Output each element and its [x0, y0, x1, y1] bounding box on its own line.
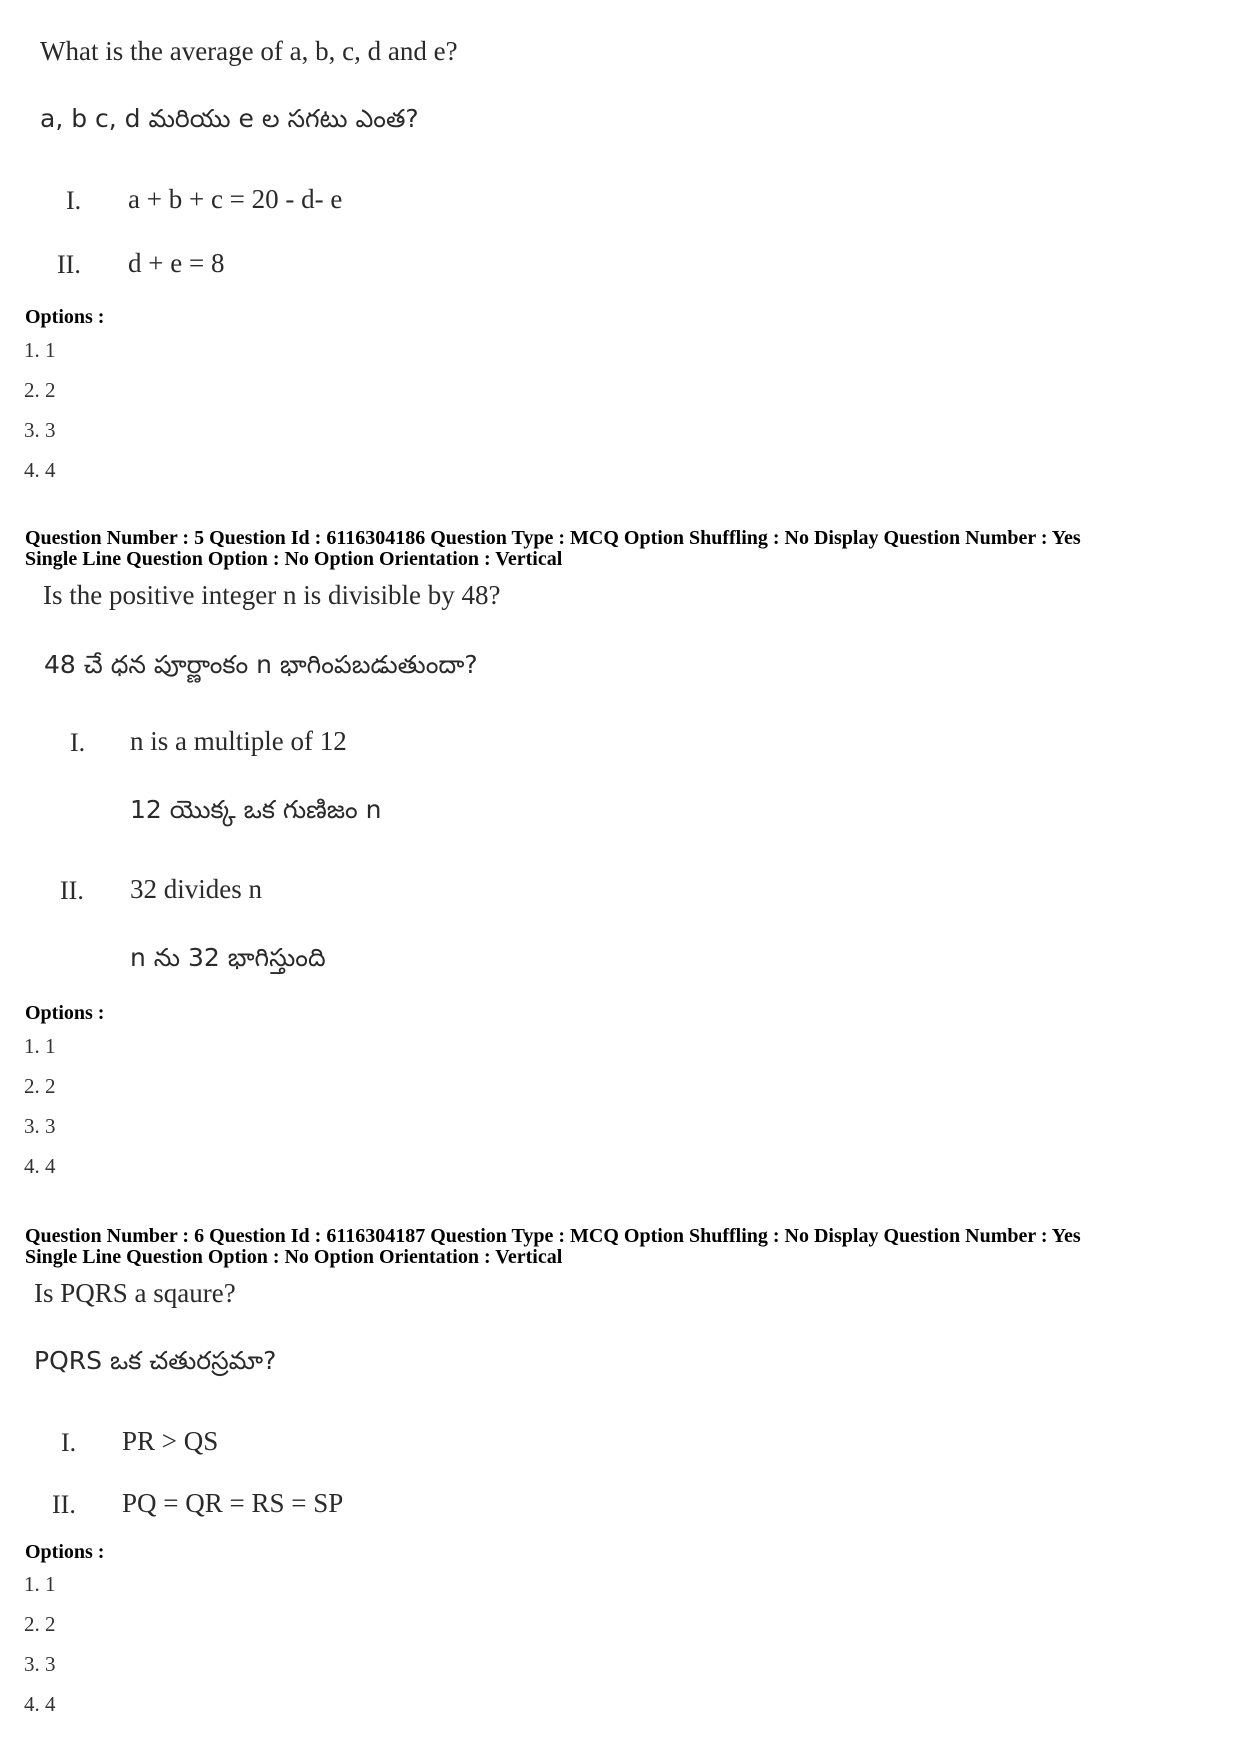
q4-option-1[interactable]: 1. 1 [24, 338, 56, 362]
q4-statement-1-number: I. [66, 186, 82, 215]
q6-option-2[interactable]: 2. 2 [24, 1612, 56, 1636]
q4-options-heading: Options : [25, 306, 105, 328]
q6-statement-1-number: I. [61, 1428, 77, 1457]
q5-question-telugu: 48 చే ధన పూర్ణాంకం n భాగింపబడుతుందా? [44, 650, 478, 679]
q4-statement-2-text: d + e = 8 [128, 248, 225, 278]
q4-question-english: What is the average of a, b, c, d and e? [40, 36, 458, 66]
q5-question-english: Is the positive integer n is divisible by 48? [43, 580, 501, 610]
q6-statement-2-number: II. [52, 1490, 76, 1519]
q6-meta-line-2: Single Line Question Option : No Option Orientation : Vertical [25, 1246, 563, 1268]
q4-option-4[interactable]: 4. 4 [24, 458, 56, 482]
q4-option-2[interactable]: 2. 2 [24, 378, 56, 402]
q6-question-telugu: PQRS ఒక చతురస్రమా? [34, 1346, 277, 1375]
q4-statement-1-text: a + b + c = 20 - d- e [128, 184, 343, 214]
q4-question-telugu: a, b c, d మరియు e ల సగటు ఎంత? [40, 104, 419, 133]
q6-meta-line-1: Question Number : 6 Question Id : 6116304187 Question Type : MCQ Option Shuffling : No Display Question Number : Yes [25, 1225, 1081, 1247]
q5-option-4[interactable]: 4. 4 [24, 1154, 56, 1178]
q6-option-3[interactable]: 3. 3 [24, 1652, 56, 1676]
q5-statement-1-telugu: 12 యొక్క ఒక గుణిజం n [130, 795, 382, 824]
q6-option-1[interactable]: 1. 1 [24, 1572, 56, 1596]
q5-options-heading: Options : [25, 1002, 105, 1024]
q6-options-heading: Options : [25, 1541, 105, 1563]
q5-statement-1-number: I. [70, 728, 86, 757]
q5-option-1[interactable]: 1. 1 [24, 1034, 56, 1058]
q5-statement-2-number: II. [60, 876, 84, 905]
q5-option-3[interactable]: 3. 3 [24, 1114, 56, 1138]
q6-statement-1-text: PR > QS [122, 1426, 219, 1456]
q5-statement-2-text: 32 divides n [130, 874, 262, 904]
q5-meta-line-2: Single Line Question Option : No Option Orientation : Vertical [25, 548, 563, 570]
q5-option-2[interactable]: 2. 2 [24, 1074, 56, 1098]
q6-option-4[interactable]: 4. 4 [24, 1692, 56, 1716]
q5-statement-2-telugu: n ను 32 భాగిస్తుంది [130, 943, 326, 972]
q5-statement-1-text: n is a multiple of 12 [130, 726, 347, 756]
q6-statement-2-text: PQ = QR = RS = SP [122, 1488, 344, 1518]
q6-question-english: Is PQRS a sqaure? [34, 1278, 236, 1308]
q4-statement-2-number: II. [57, 250, 81, 279]
q5-meta-line-1: Question Number : 5 Question Id : 6116304186 Question Type : MCQ Option Shuffling : No Display Question Number : Yes [25, 527, 1081, 549]
q4-option-3[interactable]: 3. 3 [24, 418, 56, 442]
